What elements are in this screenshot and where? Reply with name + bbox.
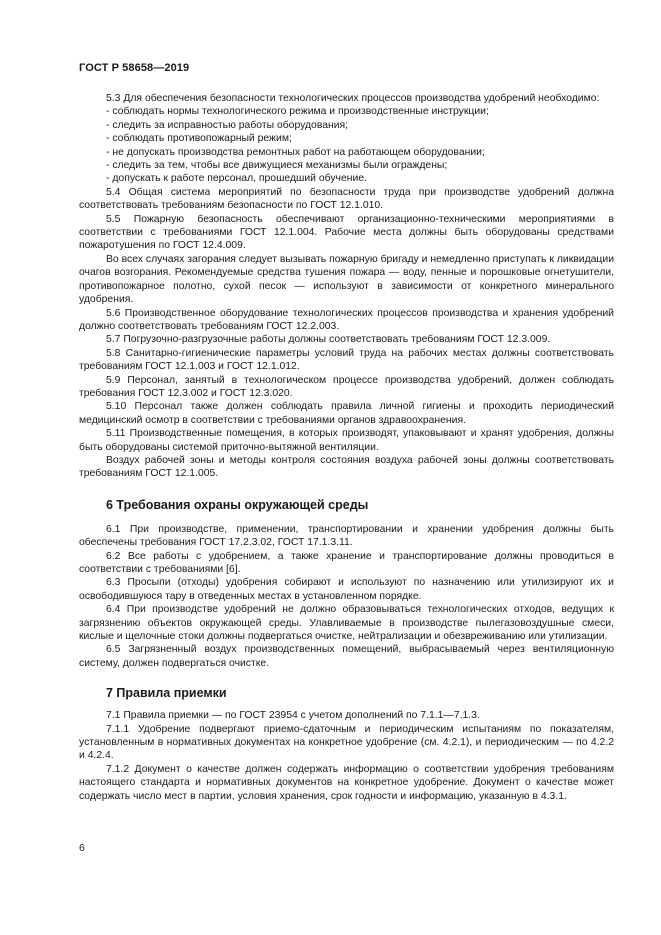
paragraph-6-3: 6.3 Просыпи (отходы) удобрения собирают и используют по назначению или утилизируют их и освободившуюся тару в отведенных местах в установленном порядке.	[79, 577, 614, 602]
paragraph-5-11-air: Воздух рабочей зоны и методы контроля состояния воздуха рабочей зоны должны соответствовать требованиям ГОСТ 12.1.005.	[79, 454, 614, 480]
page-number: 6	[79, 843, 85, 854]
section-6-heading: 6 Требования охраны окружающей среды	[106, 497, 369, 512]
paragraph-7-1: 7.1 Правила приемки — по ГОСТ 23954 с учетом дополнений по 7.1.1—7.1.3.	[106, 710, 480, 722]
paragraph-6-5: 6.5 Загрязненный воздух производственных помещений, выбрасываемый через вентиляционную систему, должен подвергаться очистке.	[79, 644, 614, 669]
paragraph-5-6: 5.6 Производственное оборудование технологических процессов производства и хранения удобрений должно соответствовать требованиям ГОСТ 12.2.003.	[79, 307, 614, 332]
page-content	[79, 92, 614, 803]
paragraph-5-7: 5.7 Погрузочно-разгрузочные работы должны соответствовать требованиям ГОСТ 12.3.009.	[106, 334, 551, 346]
paragraph-5-5: 5.5 Пожарную безопасность обеспечивают организационно-техническими мероприятиями в соответствии с требованиями ГОСТ 12.1.004. Рабочие места должны быть оборудованы средствами пожаротушения по ГОСТ 12.4.009.	[79, 213, 614, 252]
paragraph-5-5-fire: Во всех случаях загорания следует вызывать пожарную бригаду и немедленно приступать к ликвидации очагов возгорания. Рекомендуемые средства тушения пожара — воду, пенные и порошковые огнетушители, противопожарное полотно, сухой песок — используют в зависимости от конкретного минерального удобрения.	[79, 253, 614, 306]
list-item: - соблюдать нормы технологического режима и производственные инструкции;	[106, 106, 489, 118]
paragraph-5-4: 5.4 Общая система мероприятий по безопасности труда при производстве удобрений должна соответствовать требованиям безопасности по ГОСТ 12.1.010.	[79, 186, 614, 212]
paragraph-5-8: 5.8 Санитарно-гигиенические параметры условий труда на рабочих местах должны соответствовать требованиям ГОСТ 12.1.003 и ГОСТ 12.1.012.	[79, 347, 614, 373]
paragraph-6-4: 6.4 При производстве удобрений не должно образовываться технологических отходов, ведущих к загрязнению объектов окружающей среды. Улавливаемые в производстве пылегазовоздушные смеси, кислые и щелочные стоки должны подвергаться очистке, нейтрализации и обезвреживанию или утилизации.	[79, 604, 614, 643]
paragraph-5-3: 5.3 Для обеспечения безопасности технологических процессов производства удобрений необходимо:	[106, 93, 600, 104]
paragraph-6-1: 6.1 При производстве, применении, транспортировании и хранении удобрения должны быть обеспечены требования ГОСТ 17.2.3.02, ГОСТ 17.1.3.11.	[79, 523, 614, 549]
paragraph-5-9: 5.9 Персонал, занятый в технологическом процессе производства удобрений, должен соблюдать требования ГОСТ 12.3.002 и ГОСТ 12.3.020.	[79, 374, 614, 399]
paragraph-5-10: 5.10 Персонал также должен соблюдать правила личной гигиены и проходить периодический медицинский осмотр в соответствии с требованиями органов здравоохранения.	[79, 401, 614, 426]
paragraph-6-2: 6.2 Все работы с удобрением, а также хранение и транспортирование должны проводиться в соответствии с требованиями [6].	[79, 550, 614, 575]
section-7-heading: 7 Правила приемки	[106, 686, 227, 701]
paragraph-7-1-2: 7.1.2 Документ о качестве должен содержать информацию о соответствии удобрения требованиям настоящего стандарта и нормативных документов на конкретное удобрение. Документ о качестве может содержать число мест в партии, условия хранения, срок годности и информацию, указанную в 4.3.1.	[79, 763, 614, 802]
list-item: - не допускать производства ремонтных работ на работающем оборудовании;	[106, 146, 485, 158]
paragraph-5-11: 5.11 Производственные помещения, в которых производят, упаковывают и хранят удобрения, должны быть оборудованы системой приточно-вытяжной вентиляции.	[79, 428, 614, 453]
list-item: - следить за исправностью работы оборудования;	[106, 119, 349, 131]
list-item: - соблюдать противопожарный режим;	[106, 133, 292, 145]
list-item: - следить за тем, чтобы все движущиеся механизмы были ограждены;	[106, 160, 448, 172]
document-header: ГОСТ Р 58658—2019	[79, 62, 190, 74]
list-item: - допускать к работе персонал, прошедший обучение.	[106, 173, 367, 185]
paragraph-7-1-1: 7.1.1 Удобрение подвергают приемо-сдаточным и периодическим испытаниям по показателям, установленным в нормативных документах на конкретное удобрение (см. 4.2.1), и периодическим — по 4.2.2 и 4.2.4.	[79, 723, 614, 762]
